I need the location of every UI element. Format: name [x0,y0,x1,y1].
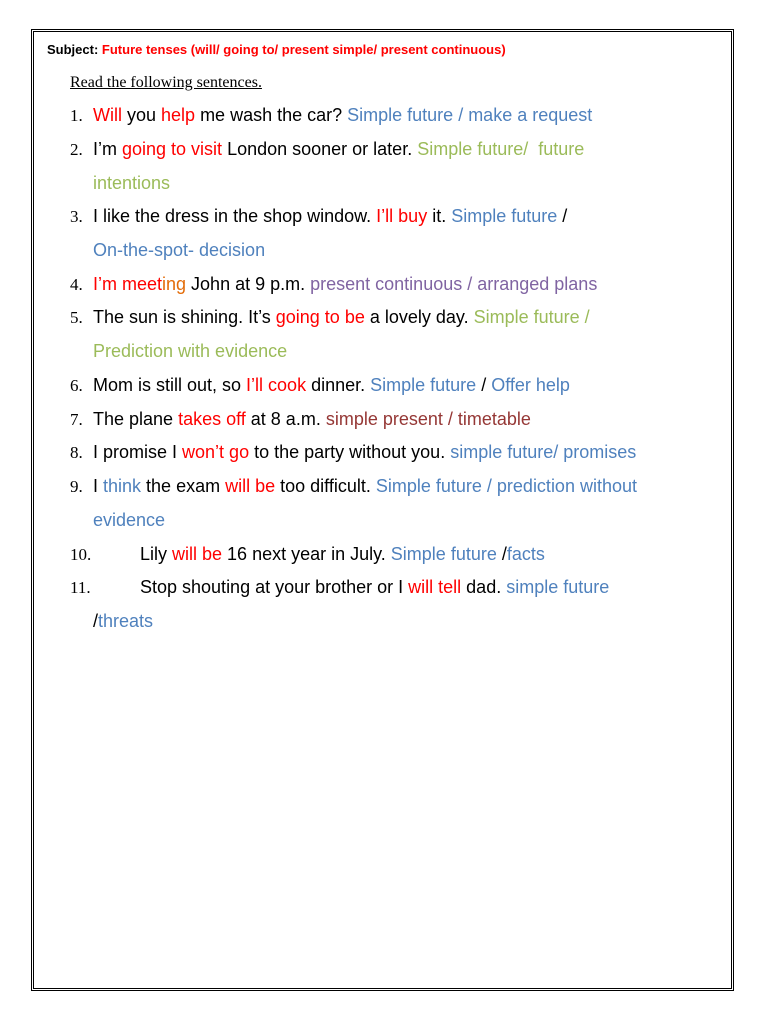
text-segment: will be [172,544,223,564]
sentence-line [93,273,597,295]
text-segment: at 8 a.m. [245,409,326,429]
text-segment: Simple future [451,206,558,226]
sentence-line [93,104,592,126]
text-segment: simple present / timetable [325,409,531,429]
text-segment: simple future/ promises [450,442,637,462]
text-segment: The plane [93,409,179,429]
text-segment: / [496,544,507,564]
text-segment: / [557,206,568,226]
item-number: 9. [70,477,83,496]
text-segment: I promise I [93,442,183,462]
text-segment: Offer help [491,375,570,395]
sentence-line [93,306,590,328]
text-segment: present continuous / arranged plans [310,274,598,294]
text-segment: evidence [93,510,166,530]
text-segment: I’ll cook [246,375,307,395]
sentence-line [93,374,570,396]
subject-label: Subject: [47,42,99,57]
item-number: 8. [70,443,83,462]
text-segment: On-the-spot- decision [93,240,266,260]
item-number: 7. [70,410,83,429]
item-number: 11. [70,578,91,597]
sentence-line [93,610,153,632]
text-segment: Simple future / prediction without [375,476,637,496]
item-number: 3. [70,207,83,226]
text-segment: I like the dress in the shop window. [93,206,377,226]
text-segment: it. [427,206,452,226]
text-segment: will be [225,476,276,496]
sentence-line [93,239,265,261]
text-segment: dinner. [306,375,371,395]
text-segment: / [476,375,492,395]
text-segment: the exam [141,476,226,496]
sentence-line [93,172,170,194]
text-segment: to the party without you. [249,442,451,462]
text-segment: going to visit [122,139,223,159]
text-segment: ing [162,274,187,294]
subject-line [47,42,506,57]
text-segment: I’m [93,139,122,159]
text-segment: takes off [178,409,246,429]
text-segment: dad. [461,577,507,597]
text-segment: Mom is still out, so [93,375,247,395]
text-segment: I [93,476,104,496]
item-number: 4. [70,275,83,294]
item-number: 10. [70,545,92,564]
text-segment: Simple future [370,375,477,395]
sentence-line [93,475,637,497]
text-segment: simple future [506,577,610,597]
text-segment: Stop shouting at your brother or I [140,577,409,597]
text-segment: John at 9 p.m. [186,274,311,294]
text-segment: will tell [408,577,462,597]
text-segment: going to be [275,307,365,327]
sentence-line [93,509,165,531]
sentence-line [93,441,636,463]
item-number: 6. [70,376,83,395]
text-segment: help [161,105,196,125]
text-segment: think [103,476,142,496]
text-segment: Lily [140,544,173,564]
text-segment: Simple future [390,544,497,564]
text-segment: too difficult. [275,476,376,496]
text-segment: London sooner or later. [222,139,418,159]
text-segment: Will [93,105,122,125]
text-segment: a lovely day. [364,307,474,327]
sentence-line [93,340,287,362]
instructions-heading: Read the following sentences. [70,74,262,91]
sentence-line [140,543,545,565]
subject-title: Future tenses (will/ going to/ present simple/ present continuous) [101,42,506,57]
sentence-line [93,205,567,227]
text-segment: me wash the car? [195,105,348,125]
text-segment: facts [506,544,545,564]
text-segment: you [122,105,162,125]
sentence-line [93,408,531,430]
sentence-line [140,576,609,598]
text-segment: Simple future/ future [417,139,585,159]
text-segment: intentions [93,173,171,193]
text-segment: I’m meet [93,274,163,294]
text-segment: Simple future / make a request [347,105,593,125]
item-number: 2. [70,140,83,159]
text-segment: I’ll buy [376,206,428,226]
text-segment: Prediction with evidence [93,341,288,361]
text-segment: / [93,611,99,631]
text-segment: The sun is shining. It’s [93,307,276,327]
item-number: 5. [70,308,83,327]
item-number: 1. [70,106,83,125]
sentence-line [93,138,584,160]
text-segment: threats [98,611,154,631]
text-segment: Simple future / [473,307,590,327]
text-segment: won’t go [182,442,250,462]
text-segment: 16 next year in July. [222,544,391,564]
